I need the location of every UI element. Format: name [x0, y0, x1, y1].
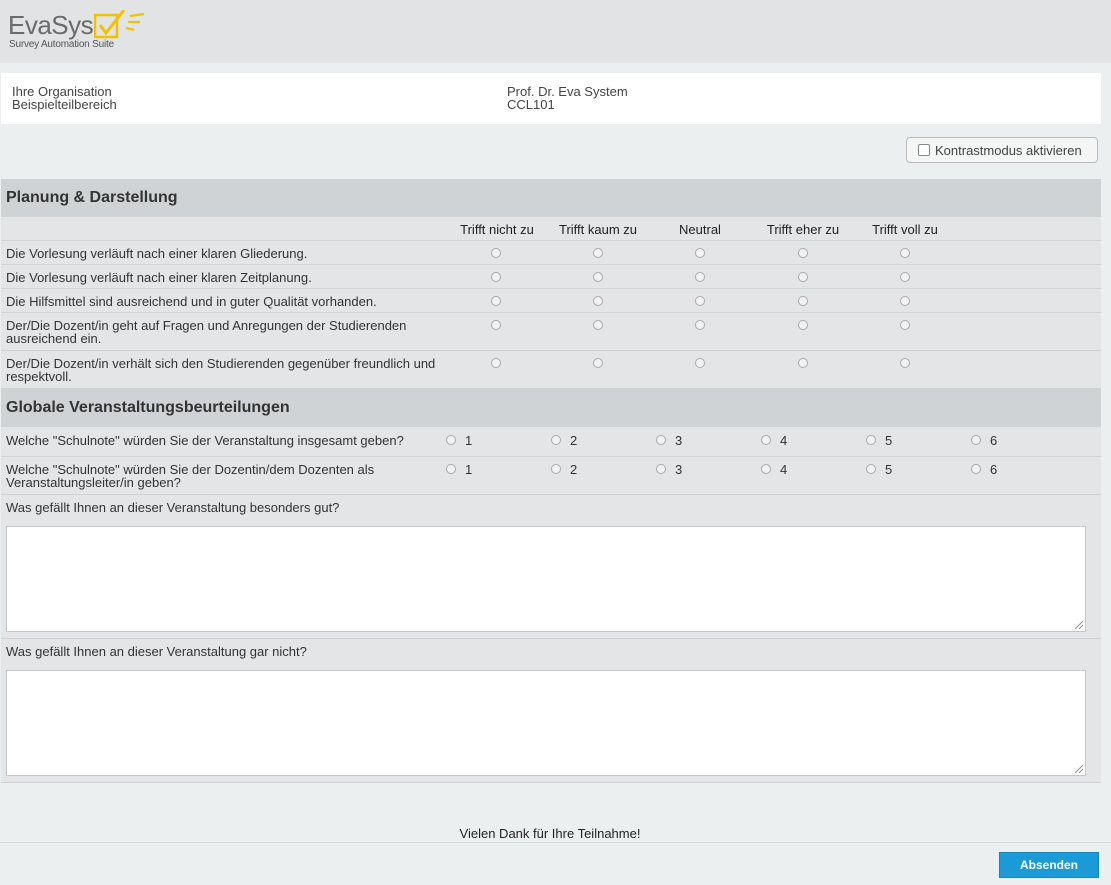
checkmark-logo-icon [94, 10, 152, 42]
radio-q2-opt2[interactable] [593, 272, 603, 282]
radio-q4-opt5[interactable] [900, 320, 910, 330]
scale-label-4: Trifft eher zu [766, 222, 840, 237]
grade2-radio-3[interactable] [656, 464, 666, 474]
grade-label: 4 [780, 433, 788, 448]
question-text: Die Vorlesung verläuft nach einer klaren Zeitplanung. [6, 270, 312, 285]
grade2-radio-4[interactable] [761, 464, 771, 474]
organisation-info [12, 85, 117, 111]
question-row-1 [1, 241, 1101, 265]
submit-button[interactable]: Absenden [999, 852, 1099, 878]
grade-label: 5 [885, 433, 893, 448]
scale-label-5: Trifft voll zu [872, 222, 938, 237]
radio-q4-opt1[interactable] [491, 320, 501, 330]
radio-q4-opt4[interactable] [798, 320, 808, 330]
scale-label-2: Trifft kaum zu [558, 222, 638, 237]
grade1-radio-4[interactable] [761, 435, 771, 445]
resize-grip-icon[interactable] [1075, 621, 1083, 629]
open-question-text: Was gefällt Ihnen an dieser Veranstaltung gar nicht? [6, 644, 307, 659]
grade-question-row-2 [1, 457, 1101, 495]
grade-label: 1 [465, 462, 473, 477]
grade1-radio-6[interactable] [971, 435, 981, 445]
question-text: Der/Die Dozent/in verhält sich den Studierenden gegenüber freundlich und respektvoll. [6, 356, 436, 384]
question-text: Welche "Schulnote" würden Sie der Veranstaltung insgesamt geben? [6, 433, 404, 448]
question-row-3 [1, 289, 1101, 313]
question-text: Die Vorlesung verläuft nach einer klaren Gliederung. [6, 246, 308, 261]
grade1-radio-2[interactable] [551, 435, 561, 445]
logo-subtitle: Survey Automation Suite [9, 39, 114, 50]
grade2-radio-2[interactable] [551, 464, 561, 474]
question-text: Der/Die Dozent/in geht auf Fragen und Anregungen der Studierenden ausreichend ein. [6, 318, 407, 346]
radio-q5-opt1[interactable] [491, 358, 501, 368]
organisation-name: Ihre Organisation [12, 84, 112, 99]
radio-q5-opt3[interactable] [695, 358, 705, 368]
radio-q5-opt4[interactable] [798, 358, 808, 368]
resize-grip-icon[interactable] [1075, 765, 1083, 773]
section-title-planung: Planung & Darstellung [1, 179, 1101, 217]
radio-q3-opt3[interactable] [695, 296, 705, 306]
radio-q4-opt3[interactable] [695, 320, 705, 330]
radio-q3-opt2[interactable] [593, 296, 603, 306]
radio-q3-opt4[interactable] [798, 296, 808, 306]
grade1-radio-3[interactable] [656, 435, 666, 445]
evasys-logo [8, 8, 168, 54]
lecturer-info [507, 85, 628, 111]
grade-label: 3 [675, 462, 683, 477]
course-code: CCL101 [507, 97, 555, 112]
grade-label: 3 [675, 433, 683, 448]
course-info-box [1, 73, 1101, 124]
logo-text: EvaSys [8, 10, 94, 40]
radio-q3-opt1[interactable] [491, 296, 501, 306]
scale-label-1: Trifft nicht zu [460, 222, 534, 237]
lecturer-name: Prof. Dr. Eva System [507, 84, 628, 99]
grade-label: 2 [570, 462, 578, 477]
footer-divider [0, 842, 1111, 843]
grade2-radio-5[interactable] [866, 464, 876, 474]
radio-q1-opt3[interactable] [695, 248, 705, 258]
question-row-2 [1, 265, 1101, 289]
radio-q2-opt1[interactable] [491, 272, 501, 282]
grade-label: 4 [780, 462, 788, 477]
grade-label: 1 [465, 433, 473, 448]
question-row-5 [1, 351, 1101, 389]
subarea-name: Beispielteilbereich [12, 97, 117, 112]
radio-q1-opt4[interactable] [798, 248, 808, 258]
radio-q2-opt3[interactable] [695, 272, 705, 282]
contrast-mode-toggle[interactable] [906, 137, 1098, 163]
section-title-global: Globale Veranstaltungsbeurteilungen [1, 389, 1101, 427]
grade2-radio-1[interactable] [446, 464, 456, 474]
contrast-label: Kontrastmodus aktivieren [935, 143, 1082, 158]
question-row-4 [1, 313, 1101, 351]
grade-label: 6 [990, 433, 998, 448]
open-question-text: Was gefällt Ihnen an dieser Veranstaltung besonders gut? [6, 500, 340, 515]
grade-label: 6 [990, 462, 998, 477]
grade-label: 2 [570, 433, 578, 448]
grade2-radio-6[interactable] [971, 464, 981, 474]
contrast-checkbox[interactable] [918, 144, 930, 156]
grade-label: 5 [885, 462, 893, 477]
scale-label-3: Neutral [679, 222, 721, 237]
header-bar [0, 0, 1111, 63]
radio-q2-opt5[interactable] [900, 272, 910, 282]
question-text: Die Hilfsmittel sind ausreichend und in guter Qualität vorhanden. [6, 294, 377, 309]
open-answer-textarea-2[interactable] [6, 670, 1086, 776]
radio-q1-opt1[interactable] [491, 248, 501, 258]
grade1-radio-5[interactable] [866, 435, 876, 445]
radio-q1-opt2[interactable] [593, 248, 603, 258]
radio-q2-opt4[interactable] [798, 272, 808, 282]
question-text: Welche "Schulnote" würden Sie der Dozentin/dem Dozenten als Veranstaltungsleiter/in geben? [6, 462, 375, 490]
grade1-radio-1[interactable] [446, 435, 456, 445]
thank-you-text: Vielen Dank für Ihre Teilnahme! [459, 826, 641, 841]
radio-q5-opt5[interactable] [900, 358, 910, 368]
radio-q1-opt5[interactable] [900, 248, 910, 258]
radio-q3-opt5[interactable] [900, 296, 910, 306]
radio-q5-opt2[interactable] [593, 358, 603, 368]
radio-q4-opt2[interactable] [593, 320, 603, 330]
open-answer-textarea-1[interactable] [6, 526, 1086, 632]
